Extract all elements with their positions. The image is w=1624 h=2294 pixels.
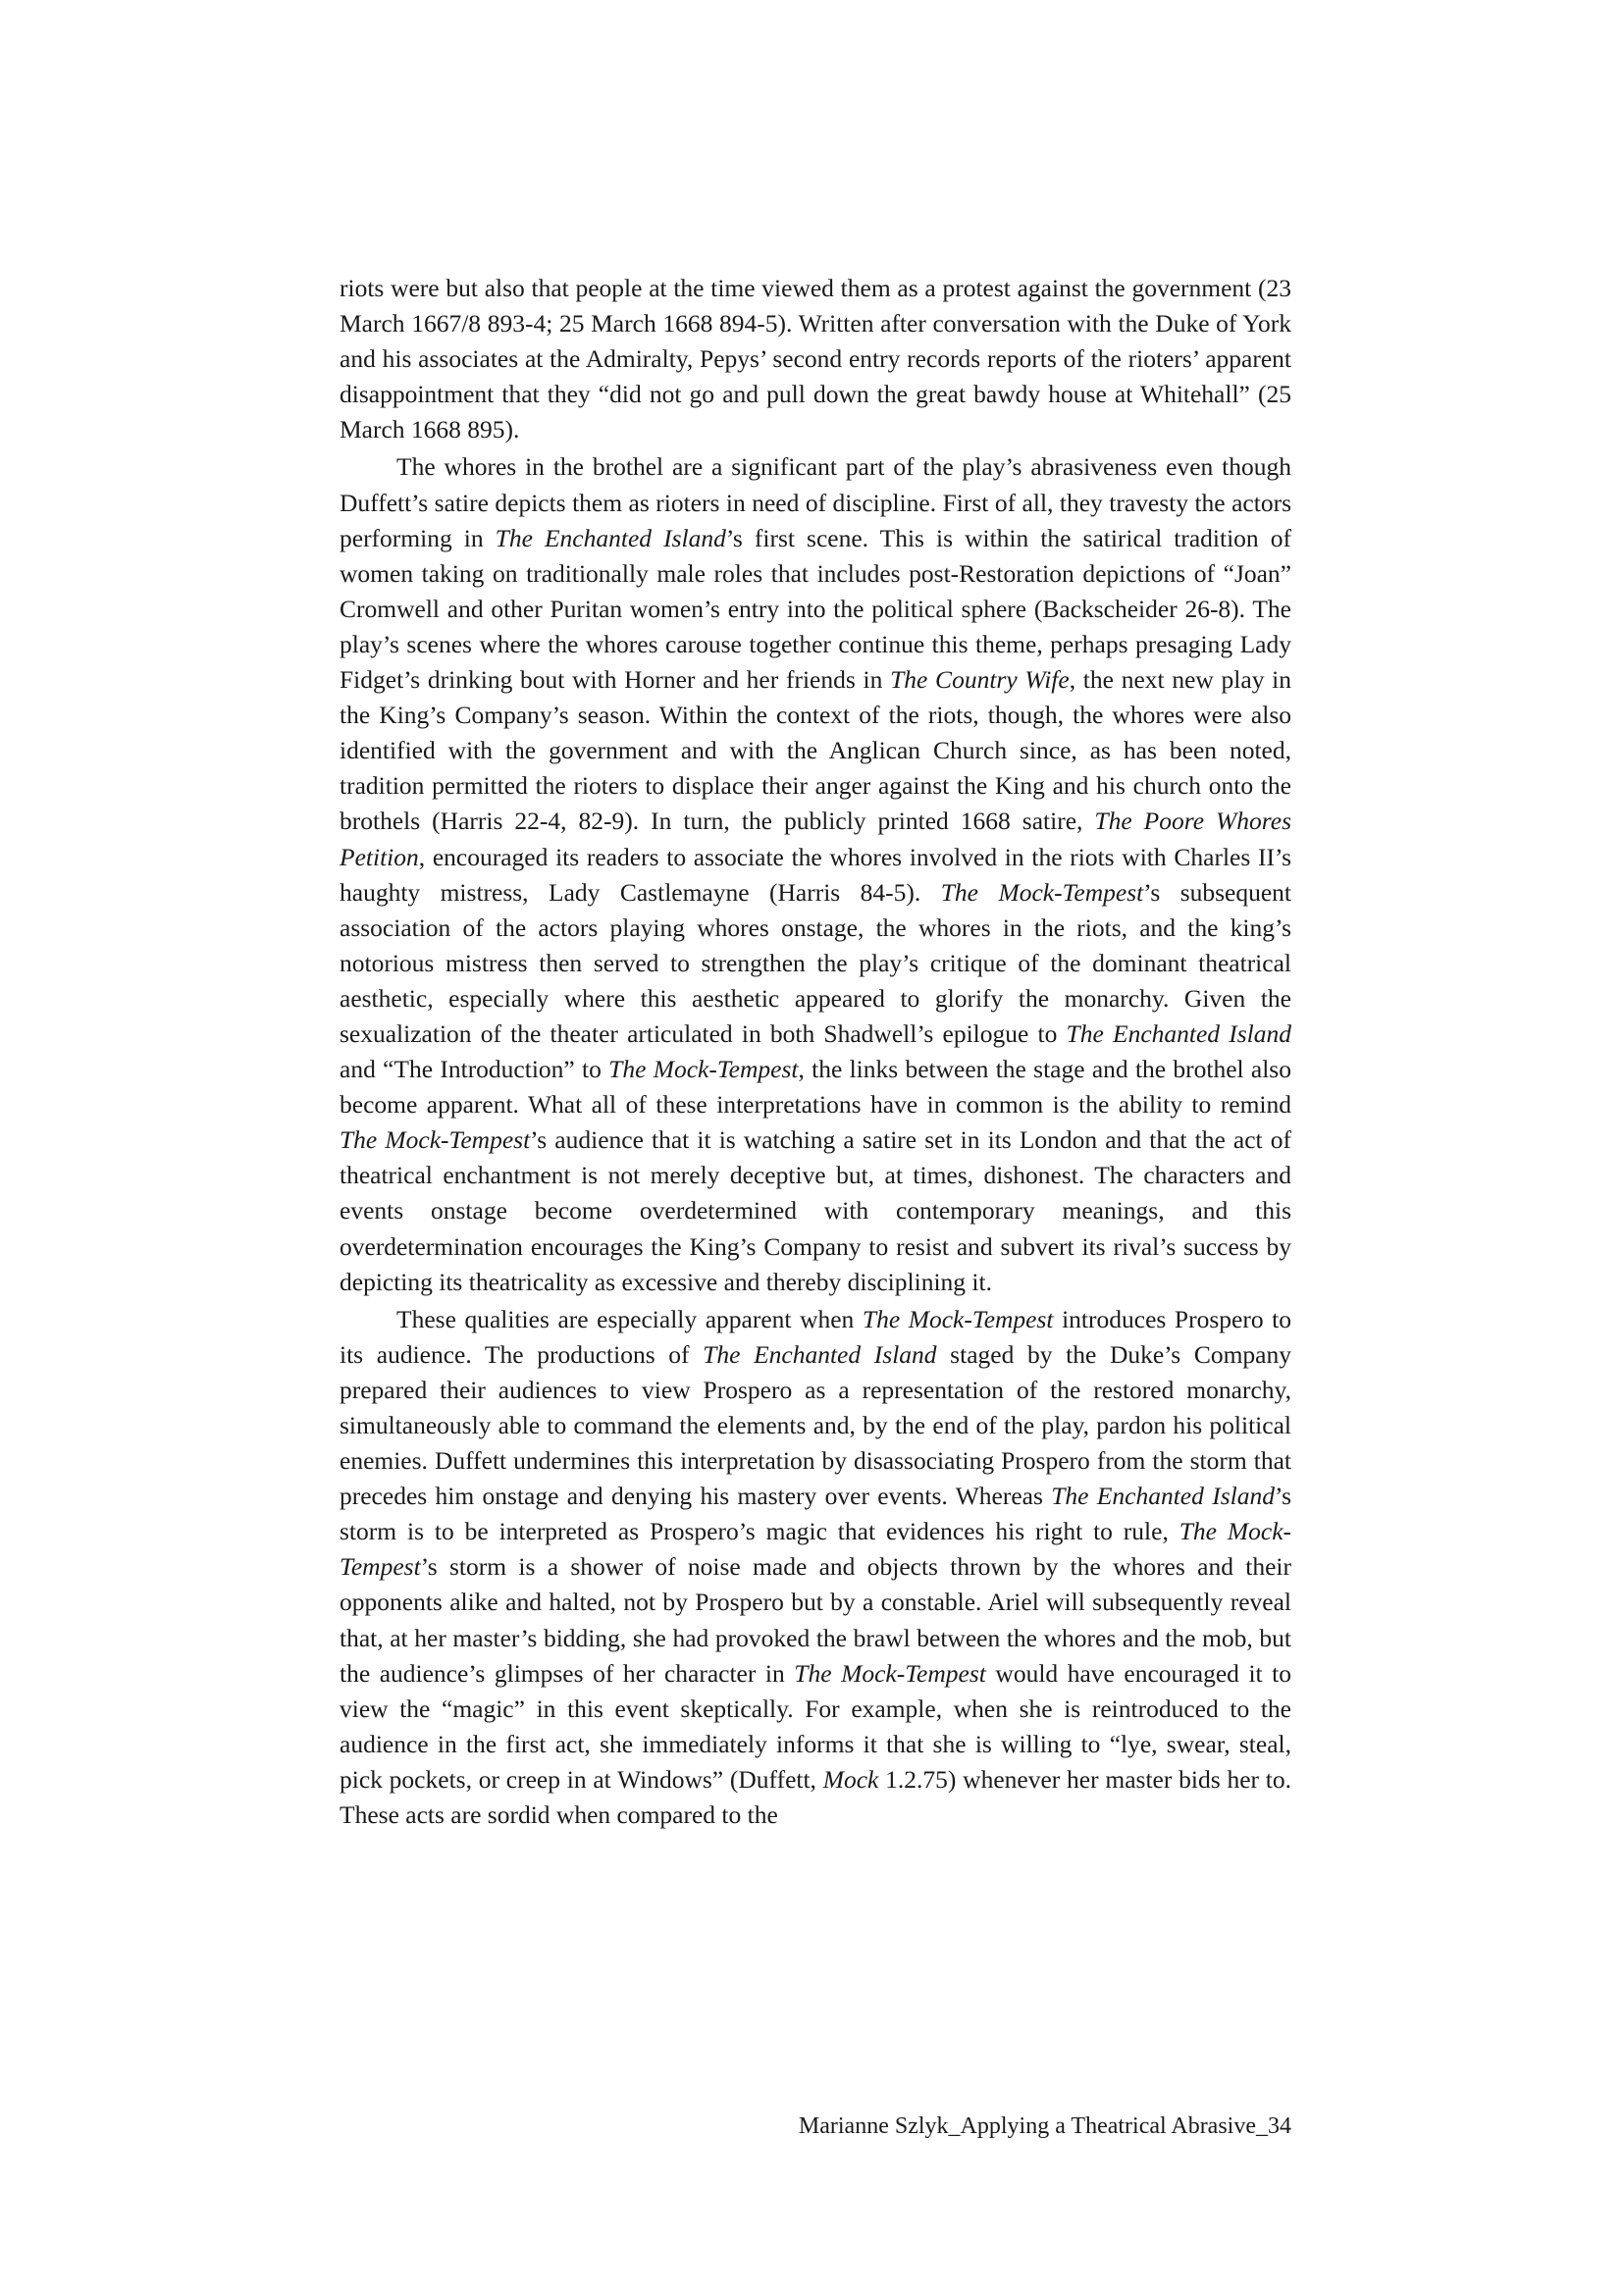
italic-title-run: The Mock-Tempest [608, 1055, 799, 1084]
italic-title-run: The Enchanted Island [703, 1339, 937, 1369]
italic-title-run: The Enchanted Island [495, 523, 726, 552]
text-run: and “The Introduction” to [340, 1055, 609, 1084]
text-run: These qualities are especially apparent when [396, 1304, 863, 1333]
text-run: The whores in the brothel are a significant part of the play’s abrasiveness even though Duffett’s satire depicts them as rioters in need of discipline. First of all, they travesty the actors performing in [340, 452, 1291, 552]
italic-title-run: The Mock-Tempest [340, 1517, 1291, 1582]
italic-title-run: Mock [822, 1764, 879, 1794]
text-run: ’s subsequent association of the actors playing whores onstage, the whores in the riots, and the king’s notorious mistress then served to strengthen the play’s critique of the dominant theatrical aesthetic, especially where this aesthetic appeared to glorify the monarchy. Given the sexualization of the theater articulated in both Shadwell’s epilogue to [340, 877, 1292, 1048]
text-run: ’s storm is a shower of noise made and objects thrown by the whores and their opponents alike and halted, not by Prospero but by a constable. Ariel will subsequently reveal that, at her master’s bidding, she had provoked the brawl between the whores and the mob, but the audience’s glimpses of her character in [340, 1552, 1291, 1688]
text-run: 1.2.75) whenever her master bids her to. These acts are sordid when compared to the [340, 1764, 1291, 1830]
text-run: , encouraged its readers to associate the whores involved in the riots with Charles II’s haughty mistress, Lady Castlemayne (Harris 84-5). [340, 842, 1291, 907]
text-run: , the links between the stage and the brothel also become apparent. What all of these interpretations have in common is the ability to remind [340, 1055, 1291, 1120]
page-body [340, 271, 1291, 1833]
italic-title-run: The Enchanted Island [1051, 1482, 1275, 1511]
text-run: introduces Prospero to its audience. The productions of [340, 1304, 1291, 1369]
text-run: , the next new play in the King’s Company’s season. Within the context of the riots, though, the whores were also identified with the government and with the Anglican Church since, as has been noted, tradition permitted the rioters to displace their anger against the King and his church onto the brothels (Harris 22-4, 82-9). In turn, the publicly printed 1668 satire, [340, 665, 1292, 836]
text-run: ’s audience that it is watching a satire set in its London and that the act of theatrical enchantment is not merely deceptive but, at times, dishonest. The characters and events onstage become overdetermined with contemporary meanings, and this overdetermination encourages the King’s Company to resist and subvert its rival’s success by depicting its theatricality as excessive and thereby disciplining it. [340, 1125, 1291, 1296]
text-run: would have encouraged it to view the “magic” in this event skeptically. For example, when she is reintroduced to the audience in the first act, she immediately informs it that she is willing to “lye, swear, steal, pick pockets, or creep in at Windows” (Duffett, [340, 1658, 1292, 1794]
text-run: ’s storm is to be interpreted as Prospero’s magic that evidences his right to rule, [340, 1482, 1291, 1546]
paragraph-2 [340, 449, 1291, 1299]
text-run: staged by the Duke’s Company prepared their audiences to view Prospero as a representation of the restored monarchy, simultaneously able to command the elements and, by the end of the play, pardon his political enemies. Duffett undermines this interpretation by disassociating Prospero from the storm that precedes him onstage and denying his mastery over events. Whereas [340, 1339, 1291, 1511]
italic-title-run: The Mock-Tempest [862, 1304, 1054, 1333]
text-run: ’s first scene. This is within the satirical tradition of women taking on traditionally male roles that includes post-Restoration depictions of “Joan” Cromwell and other Puritan women’s entry into the political sphere (Backscheider 26-8). The play’s scenes where the whores carouse together continue this theme, perhaps presaging Lady Fidget’s drinking bout with Horner and her friends in [340, 523, 1291, 695]
paragraph-3 [340, 1302, 1291, 1833]
italic-title-run: The Mock-Tempest [794, 1658, 986, 1688]
italic-title-run: The Mock-Tempest [940, 877, 1144, 907]
italic-title-run: The Poore Whores Petition [340, 807, 1291, 871]
running-footer: Marianne Szlyk_Applying a Theatrical Abrasive_34 [798, 2113, 1291, 2139]
paragraph-1 [340, 271, 1291, 447]
italic-title-run: The Country Wife [890, 665, 1070, 695]
text-run: riots were but also that people at the time viewed them as a protest against the government (23 March 1667/8 893-4; 25 March 1668 894-5). Written after conversation with the Duke of York and his associates at the Admiralty, Pepys’ second entry records reports of the rioters’ apparent disappointment that they “did not go and pull down the great bawdy house at Whitehall” (25 March 1668 895). [340, 274, 1291, 444]
italic-title-run: The Enchanted Island [1066, 1018, 1291, 1048]
italic-title-run: The Mock-Tempest [340, 1125, 531, 1155]
